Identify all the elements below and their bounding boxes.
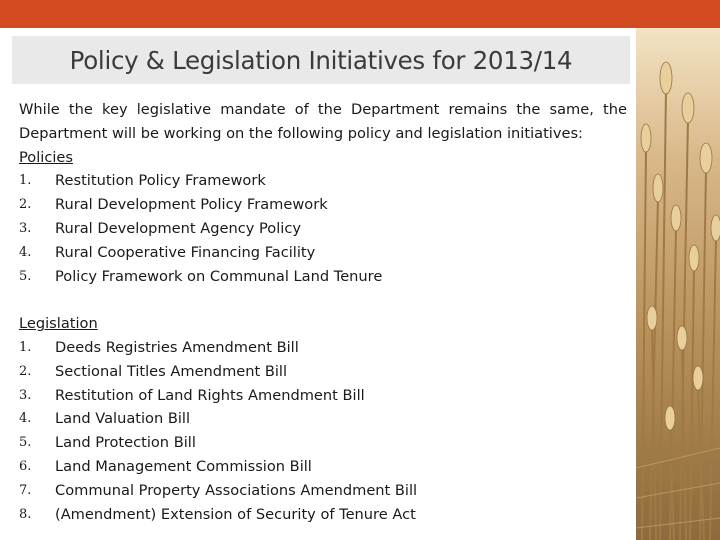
item-text: Sectional Titles Amendment Bill	[55, 362, 288, 380]
list-item	[19, 169, 627, 193]
legislation-list	[19, 336, 627, 526]
policies-list	[19, 169, 627, 288]
legislation-heading: Legislation	[19, 315, 98, 333]
item-text: Communal Property Associations Amendment Bill	[55, 481, 418, 499]
item-number: 5.	[19, 268, 32, 284]
list-item	[19, 360, 627, 384]
item-number: 8.	[19, 506, 32, 522]
policies-heading: Policies	[19, 148, 73, 166]
item-number: 5.	[19, 435, 32, 451]
item-text: Land Management Commission Bill	[55, 457, 312, 475]
list-item	[19, 479, 627, 503]
list-item	[19, 265, 627, 289]
item-text: Restitution of Land Rights Amendment Bill	[55, 386, 365, 404]
list-item	[19, 455, 627, 479]
item-number: 1.	[19, 173, 32, 189]
item-text: Policy Framework on Communal Land Tenure	[55, 267, 383, 285]
item-number: 3.	[19, 387, 32, 403]
list-item	[19, 384, 627, 408]
item-number: 4.	[19, 411, 32, 427]
item-number: 2.	[19, 363, 32, 379]
item-text: Deeds Registries Amendment Bill	[55, 338, 299, 356]
item-number: 7.	[19, 482, 32, 498]
body-content	[19, 98, 627, 526]
section-spacer	[19, 288, 627, 312]
list-item	[19, 503, 627, 527]
page-title: Policy & Legislation Initiatives for 2013/14	[69, 45, 573, 75]
item-text: Land Valuation Bill	[55, 410, 191, 428]
list-item	[19, 336, 627, 360]
list-item	[19, 431, 627, 455]
title-banner	[12, 36, 630, 84]
item-number: 2.	[19, 197, 32, 213]
item-number: 4.	[19, 244, 32, 260]
list-item	[19, 241, 627, 265]
list-item	[19, 193, 627, 217]
item-number: 6.	[19, 458, 32, 474]
item-number: 3.	[19, 220, 32, 236]
item-text: Rural Cooperative Financing Facility	[55, 243, 316, 261]
item-text: (Amendment) Extension of Security of Tenure Act	[55, 505, 416, 523]
item-number: 1.	[19, 339, 32, 355]
item-text: Rural Development Agency Policy	[55, 219, 302, 237]
intro-paragraph: While the key legislative mandate of the Department remains the same, the Department will be working on the following policy and legislation initiatives:	[19, 101, 627, 142]
item-text: Land Protection Bill	[55, 434, 196, 452]
item-text: Rural Development Policy Framework	[55, 196, 328, 214]
top-accent-bar	[0, 0, 720, 28]
list-item	[19, 407, 627, 431]
wheat-image	[636, 28, 720, 540]
list-item	[19, 217, 627, 241]
item-text: Restitution Policy Framework	[55, 172, 266, 190]
wheat-field-illustration	[636, 28, 720, 540]
